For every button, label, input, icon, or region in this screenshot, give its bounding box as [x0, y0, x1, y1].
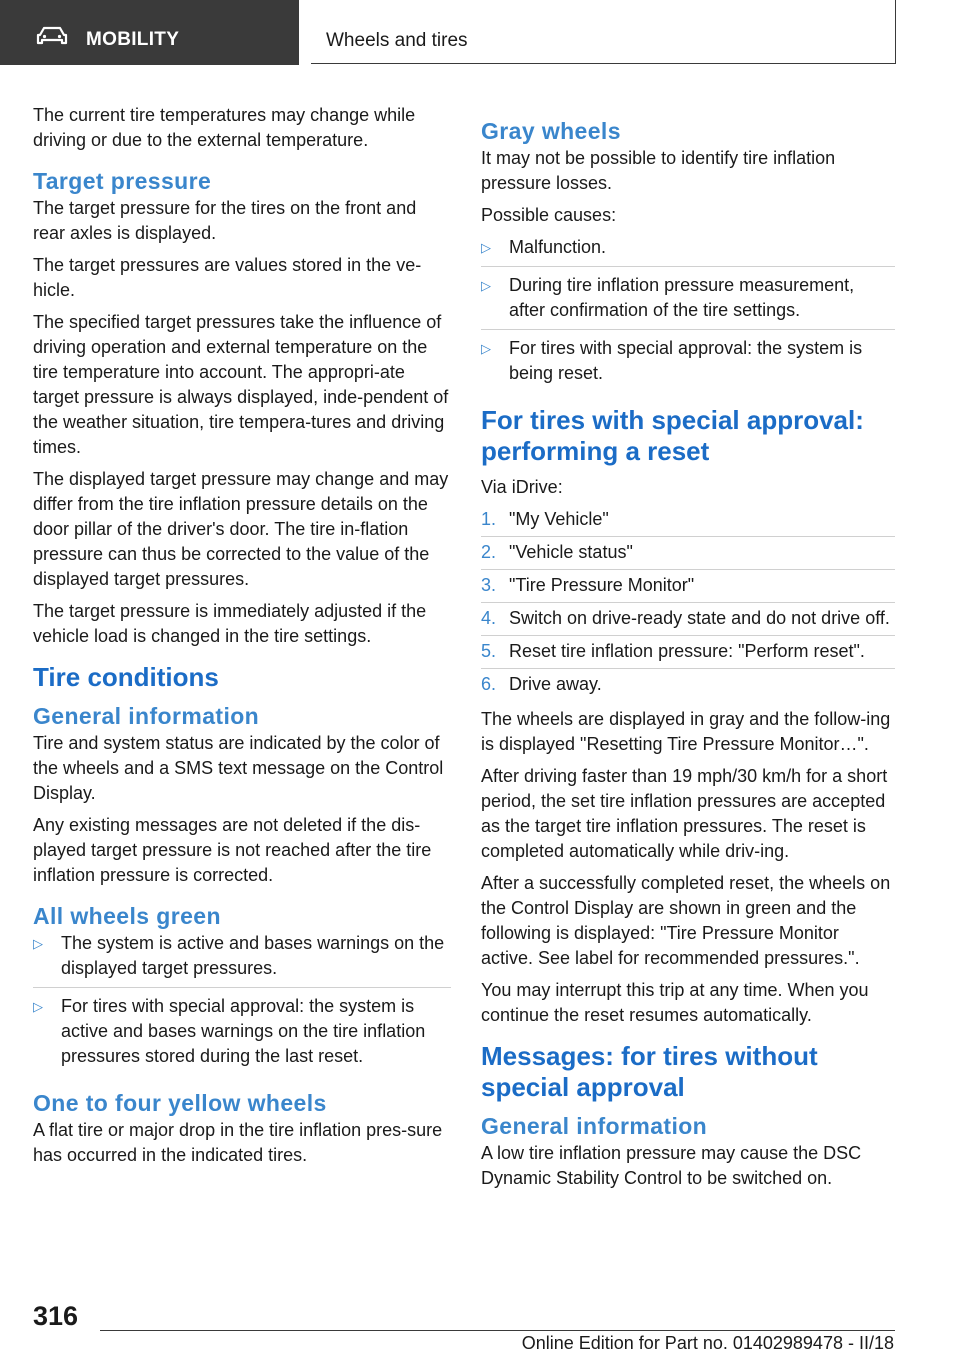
list-item: ▷ For tires with special approval: the system is active and bases warnings on the tire inflation pressures stored during the last reset. [33, 996, 426, 1066]
paragraph: The specified target pressures take the influence of driving operation and external temperature on the tire temperature into account. The appropri‐ate target pressure is always displayed, inde‐pendent of the weather situation, tire tempera‐tures and driving times. [33, 312, 449, 457]
triangle-bullet-icon: ▷ [481, 341, 491, 356]
left-column [33, 103, 451, 1175]
list-item: 2. "Vehicle status" [481, 540, 895, 570]
paragraph: The target pressure for the tires on the front and rear axles is displayed. [33, 198, 417, 243]
list-item: 3. "Tire Pressure Monitor" [481, 573, 895, 603]
paragraph: It may not be possible to identify tire inflation pressure losses. [481, 148, 836, 193]
paragraph: A flat tire or major drop in the tire inflation pres‐sure has occurred in the indicated tires. [33, 1120, 443, 1165]
triangle-bullet-icon: ▷ [481, 278, 491, 293]
paragraph: Via iDrive: [481, 477, 563, 497]
list-item: ▷ For tires with special approval: the system is being reset. [481, 338, 863, 383]
list-item: ▷ The system is active and bases warnings on the displayed target pressures. [33, 931, 451, 988]
paragraph: The current tire temperatures may change while driving or due to the external temperature. [33, 105, 416, 150]
paragraph: Tire and system status are indicated by the color of the wheels and a SMS text message on the Control Display. [33, 733, 444, 803]
paragraph: After driving faster than 19 mph/30 km/h for a short period, the set tire inflation pressures are accepted as the target tire inflation pressures. The reset is completed automatically while driv‐ing. [481, 766, 888, 861]
list-item: 5. Reset tire inflation pressure: "Perform reset". [481, 639, 895, 669]
paragraph: Any existing messages are not deleted if the dis‐played target pressure is not reached after the tire inflation pressure is corrected. [33, 815, 432, 885]
paragraph: The displayed target pressure may change and may differ from the tire inflation pressure details on the door pillar of the driver's door. The tire in‐flation pressure can thus be corrected to the value of the displayed target pressures. [33, 469, 449, 589]
steps-list [481, 507, 895, 701]
paragraph: The target pressure is immediately adjusted if the vehicle load is changed in the tire settings. [33, 601, 427, 646]
list-item: 1. "My Vehicle" [481, 507, 895, 537]
list-item: 6. Drive away. [481, 674, 602, 694]
section-header [0, 0, 299, 65]
heading-yellow-wheels: One to four yellow wheels [33, 1090, 327, 1116]
heading-general-information: General information [481, 1113, 708, 1139]
paragraph: The wheels are displayed in gray and the follow‐ing is displayed "Resetting Tire Pressure Monitor…". [481, 709, 891, 754]
triangle-bullet-icon: ▷ [481, 240, 491, 255]
heading-gray-wheels: Gray wheels [481, 118, 621, 144]
triangle-bullet-icon: ▷ [33, 936, 43, 951]
list-item: 4. Switch on drive-ready state and do not drive off. [481, 606, 895, 636]
gray-list [481, 235, 895, 392]
page-number: 316 [33, 1301, 79, 1331]
chapter-header [311, 0, 896, 64]
paragraph: You may interrupt this trip at any time. When you continue the reset resumes automatically. [481, 980, 869, 1025]
section-title: MOBILITY [86, 29, 180, 50]
car-icon [36, 26, 68, 51]
paragraph: Possible causes: [481, 205, 617, 225]
heading-messages: Messages: for tires without special approval [481, 1041, 818, 1102]
paragraph: The target pressures are values stored in the ve‐hicle. [33, 255, 422, 300]
green-list [33, 931, 451, 1075]
heading-target-pressure: Target pressure [33, 168, 212, 194]
triangle-bullet-icon: ▷ [33, 999, 43, 1014]
paragraph: After a successfully completed reset, the wheels on the Control Display are shown in green and the following is displayed: "Tire Pressure Monitor active. See label for recommended pressures.". [481, 873, 891, 968]
footer-divider [100, 1330, 895, 1331]
paragraph: A low tire inflation pressure may cause the DSC Dynamic Stability Control to be switched on. [481, 1143, 862, 1188]
heading-all-wheels-green: All wheels green [33, 903, 221, 929]
chapter-title: Wheels and tires [326, 30, 468, 51]
heading-performing-reset: For tires with special approval: performing a reset [481, 405, 864, 466]
edition-note: Online Edition for Part no. 01402989478 - II/18 [521, 1333, 894, 1353]
heading-tire-conditions: Tire conditions [33, 662, 219, 692]
right-column [481, 103, 895, 1198]
heading-general-information: General information [33, 703, 260, 729]
list-item: ▷ Malfunction. [481, 235, 895, 267]
list-item: ▷ During tire inflation pressure measurement, after confirmation of the tire settings. [481, 273, 895, 330]
